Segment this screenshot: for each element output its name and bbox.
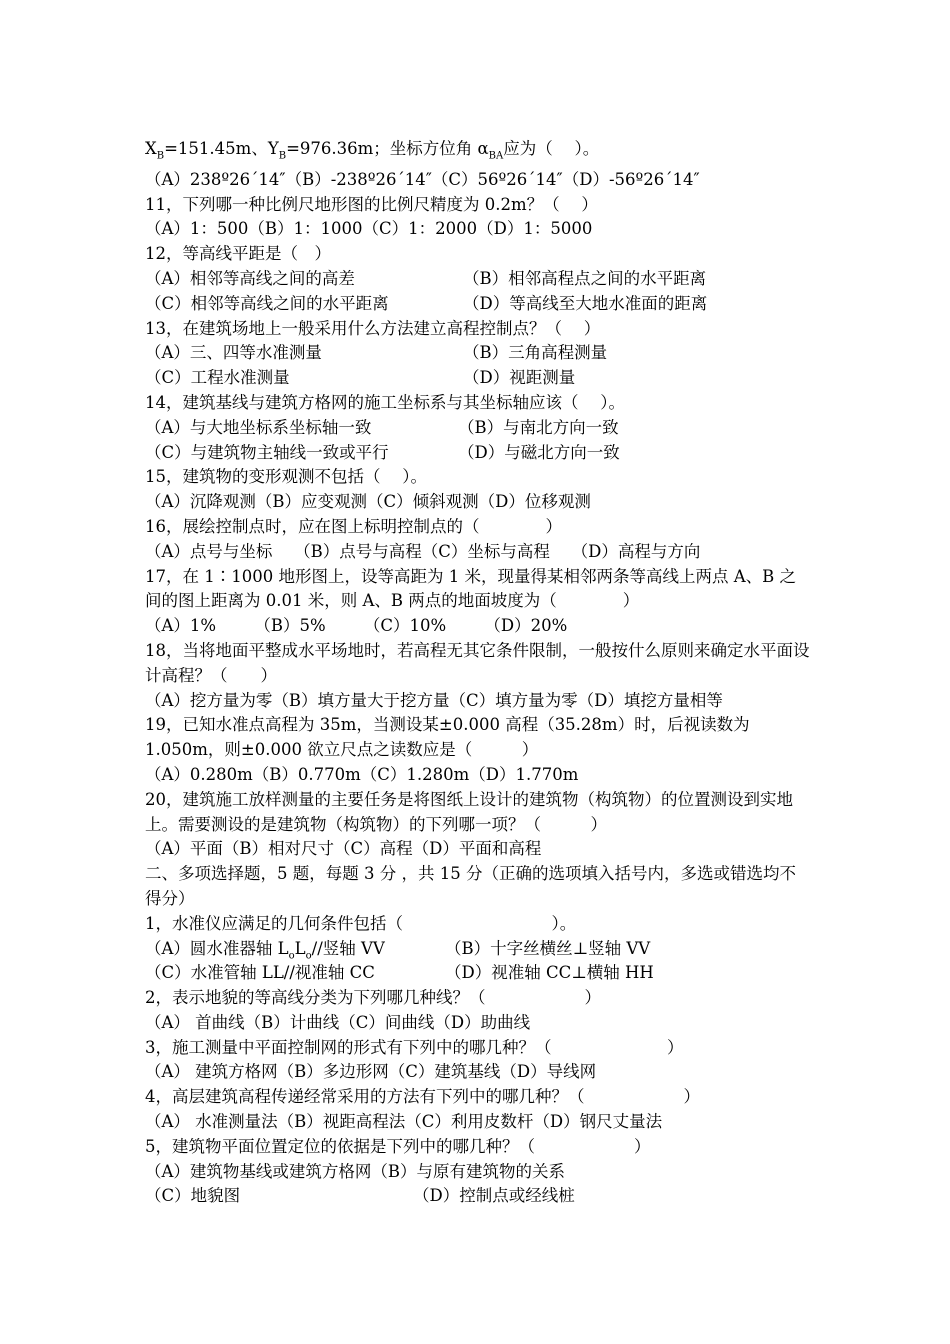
option: （A）三、四等水准测量 bbox=[145, 343, 322, 363]
multi-q5-options-cd bbox=[145, 1184, 810, 1209]
text: X bbox=[145, 139, 157, 158]
question-text: 14，建筑基线与建筑方格网的施工坐标系与其坐标轴应该（ ）。 bbox=[145, 392, 625, 412]
multi-q1: 1，水准仪应满足的几何条件包括（ ）。 bbox=[145, 913, 577, 933]
question-options-row bbox=[145, 366, 810, 391]
option: （A）相邻等高线之间的高差 bbox=[145, 268, 355, 288]
question-text: 19，已知水准点高程为 35m，当测设某±0.000 高程（35.28m）时，后视读数为 1.050m，则±0.000 欲立尺点之读数应是（ ） bbox=[145, 715, 755, 760]
text: =976.36m；坐标方位角 α bbox=[286, 139, 489, 158]
question-options: （A）点号与坐标 （B）点号与高程（C）坐标与高程 （D）高程与方向 bbox=[145, 541, 701, 561]
question-options-row bbox=[145, 341, 810, 366]
question-options: （A）沉降观测（B）应变观测（C）倾斜观测（D）位移观测 bbox=[145, 492, 591, 512]
question-text: 18，当将地面平整成水平场地时，若高程无其它条件限制，一般按什么原则来确定水平面设计高程？（ ） bbox=[145, 640, 810, 685]
question-text: 16，展绘控制点时，应在图上标明控制点的（ ） bbox=[145, 516, 562, 536]
option: （D）与磁北方向一致 bbox=[458, 442, 620, 462]
question-body bbox=[145, 137, 810, 1209]
multi-q1-options-cd bbox=[145, 961, 810, 986]
option-c: （C）地貌图 bbox=[145, 1186, 241, 1206]
option-d: （D）控制点或经线桩 bbox=[413, 1186, 575, 1206]
multi-q5: 5，建筑物平面位置定位的依据是下列中的哪几种？（ ） bbox=[145, 1136, 651, 1156]
question-text: 13，在建筑场地上一般采用什么方法建立高程控制点？（ ） bbox=[145, 318, 601, 338]
multi-q3: 3，施工测量中平面控制网的形式有下列中的哪几种？（ ） bbox=[145, 1037, 684, 1057]
subscript: BA bbox=[488, 150, 504, 162]
question-text: 12，等高线平距是（ ） bbox=[145, 244, 331, 264]
question-text: 15，建筑物的变形观测不包括（ ）。 bbox=[145, 467, 427, 487]
option: （B）相邻高程点之间的水平距离 bbox=[463, 268, 707, 288]
section2-title: 二、多项选择题，5 题，每题 3 分 ，共 15 分（正确的选项填入括号内，多选或错选均不得分） bbox=[145, 864, 796, 908]
option: （A）与大地坐标系坐标轴一致 bbox=[145, 417, 372, 437]
option: （B）三角高程测量 bbox=[463, 343, 608, 363]
question-options-row bbox=[145, 441, 810, 466]
subscript: B bbox=[156, 150, 165, 162]
question-options: （A）平面（B）相对尺寸（C）高程（D）平面和高程 bbox=[145, 839, 542, 859]
multi-q4: 4，高层建筑高程传递经常采用的方法有下列中的哪几种？（ ） bbox=[145, 1087, 700, 1107]
option: （C）与建筑物主轴线一致或平行 bbox=[145, 442, 389, 462]
option-d: （D）视准轴 CC⊥横轴 HH bbox=[445, 963, 654, 983]
multi-q2-options: （A） 首曲线（B）计曲线（C）间曲线（D）助曲线 bbox=[145, 1012, 531, 1032]
question-text: 20，建筑施工放样测量的主要任务是将图纸上设计的建筑物（构筑物）的位置测设到实地上。需要测设的是建筑物（构筑物）的下列哪一项？（ ） bbox=[145, 789, 793, 834]
single-choice-list bbox=[145, 193, 810, 863]
option: （C）工程水准测量 bbox=[145, 368, 290, 388]
option-b: （B）十字丝横丝⊥竖轴 VV bbox=[445, 938, 651, 958]
q10-tail bbox=[145, 137, 810, 162]
question-options: （A）1：500（B）1：1000（C）1：2000（D）1：5000 bbox=[145, 219, 593, 239]
subscript: B bbox=[278, 150, 287, 162]
option: （B）与南北方向一致 bbox=[458, 417, 619, 437]
multi-q1-options-ab bbox=[145, 937, 810, 962]
option-a: （A）圆水准器轴 $L_oL_o//$竖轴 VV bbox=[145, 938, 385, 961]
text: =151.45m、Y bbox=[164, 139, 279, 158]
option: （D）等高线至大地水准面的距离 bbox=[463, 293, 708, 313]
option: （D）视距测量 bbox=[463, 368, 576, 388]
text: 应为（ ）。 bbox=[503, 139, 600, 158]
question-options: （A）0.280m（B）0.770m（C）1.280m（D）1.770m bbox=[145, 764, 579, 784]
multi-q4-options: （A） 水准测量法（B）视距高程法（C）利用皮数杆（D）钢尺丈量法 bbox=[145, 1112, 663, 1132]
q10-options: （A）238º26΄14″（B）-238º26΄14″（C）56º26΄14″（D）-56º26΄14″ bbox=[145, 169, 700, 189]
multi-q3-options: （A） 建筑方格网（B）多边形网（C）建筑基线（D）导线网 bbox=[145, 1062, 597, 1082]
question-text: 11，下列哪一种比例尺地形图的比例尺精度为 0.2m？（ ） bbox=[145, 194, 598, 214]
question-options: （A）挖方量为零（B）填方量大于挖方量（C）填方量为零（D）填挖方量相等 bbox=[145, 690, 723, 710]
question-options: （A）1% （B）5% （C）10% （D）20% bbox=[145, 616, 568, 636]
question-options-row bbox=[145, 267, 810, 292]
question-text: 17，在 1∶1000 地形图上，设等高距为 1 米，现量得某相邻两条等高线上两点 A、B 之间的图上距离为 0.01 米，则 A、B 两点的地面坡度为（ ） bbox=[145, 566, 796, 611]
option-c: （C）水准管轴 LL//视准轴 CC bbox=[145, 963, 375, 983]
multi-q5-options-ab: （A）建筑物基线或建筑方格网（B）与原有建筑物的关系 bbox=[145, 1161, 566, 1181]
multi-q2: 2，表示地貌的等高线分类为下列哪几种线？（ ） bbox=[145, 988, 601, 1008]
question-options-row bbox=[145, 416, 810, 441]
question-options-row bbox=[145, 292, 810, 317]
option: （C）相邻等高线之间的水平距离 bbox=[145, 293, 389, 313]
